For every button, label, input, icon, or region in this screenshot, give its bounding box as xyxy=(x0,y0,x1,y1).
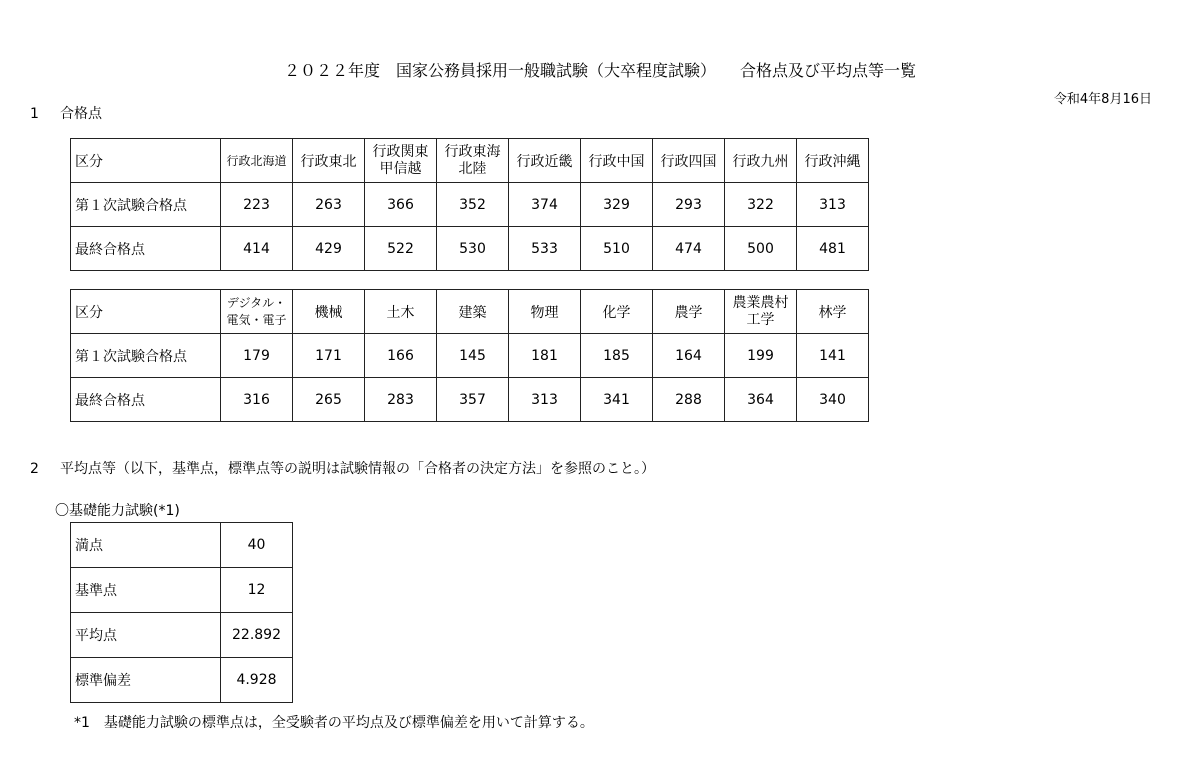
header-line: 行政東海 xyxy=(444,143,501,160)
table-cell: 199 xyxy=(725,334,797,378)
section-label: 合格点 xyxy=(60,106,102,122)
header-cell: 区分 xyxy=(71,290,221,334)
table-row xyxy=(71,227,869,271)
table-cell: 12 xyxy=(221,568,293,613)
table-row xyxy=(71,378,869,422)
table-header-row xyxy=(71,139,869,183)
table-cell: 283 xyxy=(365,378,437,422)
row-label: 標準偏差 xyxy=(71,658,221,703)
header-cell: 化学 xyxy=(581,290,653,334)
table-cell: 530 xyxy=(437,227,509,271)
header-cell: 行政北海道 xyxy=(221,139,293,183)
table-cell: 223 xyxy=(221,183,293,227)
header-cell: 建築 xyxy=(437,290,509,334)
table-cell: 366 xyxy=(365,183,437,227)
header-cell: 行政四国 xyxy=(653,139,725,183)
header-line: 北陸 xyxy=(458,160,487,177)
header-line: 工学 xyxy=(746,311,775,328)
table-cell: 185 xyxy=(581,334,653,378)
row-label: 第１次試験合格点 xyxy=(71,183,221,227)
table-cell: 352 xyxy=(437,183,509,227)
table-cell: 4.928 xyxy=(221,658,293,703)
row-label: 最終合格点 xyxy=(71,227,221,271)
passing-score-table-regional xyxy=(70,138,869,271)
table-cell: 22.892 xyxy=(221,613,293,658)
table-cell: 40 xyxy=(221,523,293,568)
table-cell: 500 xyxy=(725,227,797,271)
header-cell xyxy=(437,139,509,183)
table-cell: 341 xyxy=(581,378,653,422)
table-cell: 522 xyxy=(365,227,437,271)
footnote: *1 基礎能力試験の標準点は，全受験者の平均点及び標準偏差を用いて計算する。 xyxy=(74,715,594,731)
section-number: 1 xyxy=(30,106,39,122)
table-cell: 288 xyxy=(653,378,725,422)
header-cell xyxy=(365,139,437,183)
table-cell: 313 xyxy=(797,183,869,227)
row-label: 平均点 xyxy=(71,613,221,658)
table-cell: 340 xyxy=(797,378,869,422)
table-cell: 164 xyxy=(653,334,725,378)
header-cell: 行政東北 xyxy=(293,139,365,183)
table-cell: 265 xyxy=(293,378,365,422)
passing-score-table-technical xyxy=(70,289,869,422)
table-cell: 145 xyxy=(437,334,509,378)
header-line: 甲信越 xyxy=(379,160,422,177)
table-cell: 171 xyxy=(293,334,365,378)
table-cell: 510 xyxy=(581,227,653,271)
header-cell: 機械 xyxy=(293,290,365,334)
table-row xyxy=(71,183,869,227)
header-cell: 行政中国 xyxy=(581,139,653,183)
header-line: 農業農村 xyxy=(732,294,789,311)
table-cell: 316 xyxy=(221,378,293,422)
row-label: 第１次試験合格点 xyxy=(71,334,221,378)
table-cell: 414 xyxy=(221,227,293,271)
table-cell: 313 xyxy=(509,378,581,422)
subsection-heading: 〇基礎能力試験(*1) xyxy=(55,503,180,519)
publication-date: 令和4年8月16日 xyxy=(1053,92,1152,107)
table-cell: 179 xyxy=(221,334,293,378)
table-row xyxy=(71,613,293,658)
table-header-row xyxy=(71,290,869,334)
header-cell: 農学 xyxy=(653,290,725,334)
header-cell xyxy=(725,290,797,334)
header-line: 行政関東 xyxy=(372,143,429,160)
header-line: 電気・電子 xyxy=(226,312,287,327)
table-cell: 329 xyxy=(581,183,653,227)
row-label: 満点 xyxy=(71,523,221,568)
table-cell: 374 xyxy=(509,183,581,227)
header-cell: 行政沖縄 xyxy=(797,139,869,183)
header-cell: 物理 xyxy=(509,290,581,334)
section-label: 平均点等（以下，基準点，標準点等の説明は試験情報の「合格者の決定方法」を参照のこと。） xyxy=(60,461,655,477)
header-cell: 林学 xyxy=(797,290,869,334)
table-row xyxy=(71,334,869,378)
row-label: 基準点 xyxy=(71,568,221,613)
section-number: 2 xyxy=(30,461,39,477)
table-row xyxy=(71,523,293,568)
table-cell: 533 xyxy=(509,227,581,271)
header-line: デジタル・ xyxy=(226,295,287,310)
section-1-heading xyxy=(30,103,102,123)
table-cell: 181 xyxy=(509,334,581,378)
header-cell xyxy=(221,290,293,334)
table-cell: 141 xyxy=(797,334,869,378)
table-cell: 481 xyxy=(797,227,869,271)
header-cell: 区分 xyxy=(71,139,221,183)
page-title: ２０２２年度 国家公務員採用一般職試験（大卒程度試験） 合格点及び平均点等一覧 xyxy=(283,61,916,80)
header-cell: 行政近畿 xyxy=(509,139,581,183)
table-cell: 322 xyxy=(725,183,797,227)
table-row xyxy=(71,568,293,613)
row-label: 最終合格点 xyxy=(71,378,221,422)
table-cell: 263 xyxy=(293,183,365,227)
table-cell: 364 xyxy=(725,378,797,422)
table-row xyxy=(71,658,293,703)
table-cell: 429 xyxy=(293,227,365,271)
header-cell: 土木 xyxy=(365,290,437,334)
basic-ability-stats-table xyxy=(70,522,293,703)
header-cell: 行政九州 xyxy=(725,139,797,183)
table-cell: 293 xyxy=(653,183,725,227)
table-cell: 166 xyxy=(365,334,437,378)
table-cell: 357 xyxy=(437,378,509,422)
table-cell: 474 xyxy=(653,227,725,271)
section-2-heading xyxy=(30,458,655,478)
